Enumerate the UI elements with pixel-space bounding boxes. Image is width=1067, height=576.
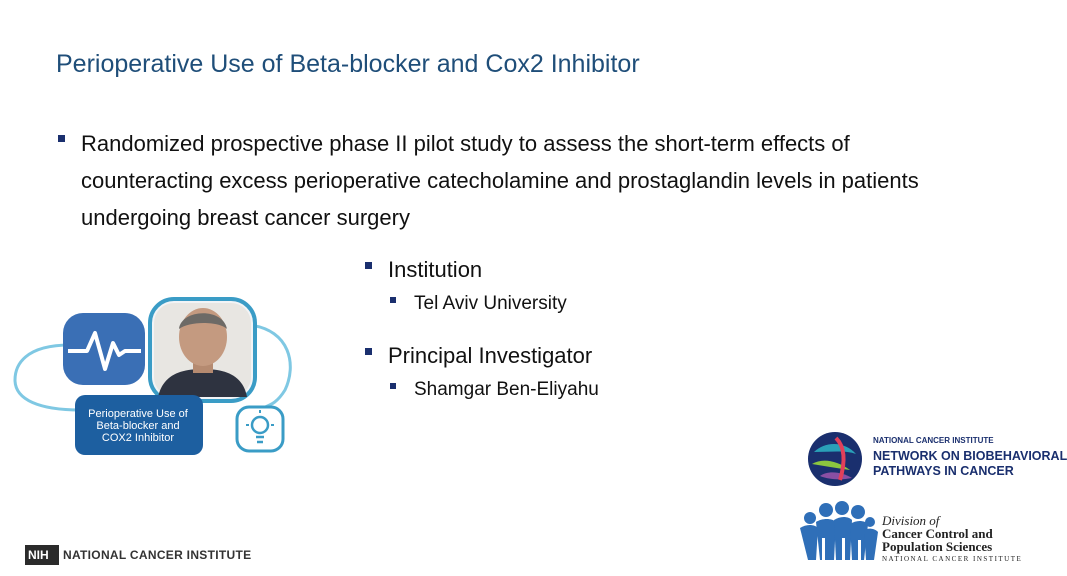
network-logo-small: NATIONAL CANCER INSTITUTE xyxy=(873,436,994,445)
lightbulb-icon xyxy=(237,407,283,451)
network-logo-line2: PATHWAYS IN CANCER xyxy=(873,464,1014,478)
bullet-marker xyxy=(365,262,372,269)
bullet-marker xyxy=(58,135,65,142)
dccps-line1: Cancer Control and xyxy=(882,526,993,541)
institution-label: Institution xyxy=(388,257,483,282)
nih-abbrev: NIH xyxy=(25,545,59,565)
pi-value: Shamgar Ben-Eliyahu xyxy=(414,379,599,400)
network-globe-icon xyxy=(806,430,864,488)
dccps-line2: Population Sciences xyxy=(882,539,993,554)
dccps-subtitle: NATIONAL CANCER INSTITUTE xyxy=(882,555,1023,563)
investigator-photo xyxy=(150,299,255,401)
bullet-marker xyxy=(365,348,372,355)
institution-value: Tel Aviv University xyxy=(414,293,567,314)
network-logo-title xyxy=(873,449,1067,479)
slide-title: Perioperative Use of Beta-blocker and Cox2 Inhibitor xyxy=(56,50,640,78)
dccps-title xyxy=(882,527,993,553)
main-bullet-text: Randomized prospective phase II pilot study to assess the short-term effects of counteracting excess perioperative catecholamine and prostaglandin levels in patients undergoing breast cancer surgery xyxy=(81,131,919,230)
study-graphic xyxy=(15,295,315,475)
heartbeat-icon xyxy=(63,313,145,385)
dccps-division: Division of xyxy=(882,513,940,528)
sub-bullet-marker xyxy=(390,297,396,303)
sub-bullet-marker xyxy=(390,383,396,389)
network-logo-line1: NETWORK ON BIOBEHAVIORAL xyxy=(873,449,1067,463)
study-card-text: Perioperative Use of Beta-blocker and COX2 Inhibitor xyxy=(88,408,188,444)
nih-name: NATIONAL CANCER INSTITUTE xyxy=(63,548,252,562)
pi-label: Principal Investigator xyxy=(388,343,593,368)
dccps-people-icon xyxy=(798,498,878,562)
